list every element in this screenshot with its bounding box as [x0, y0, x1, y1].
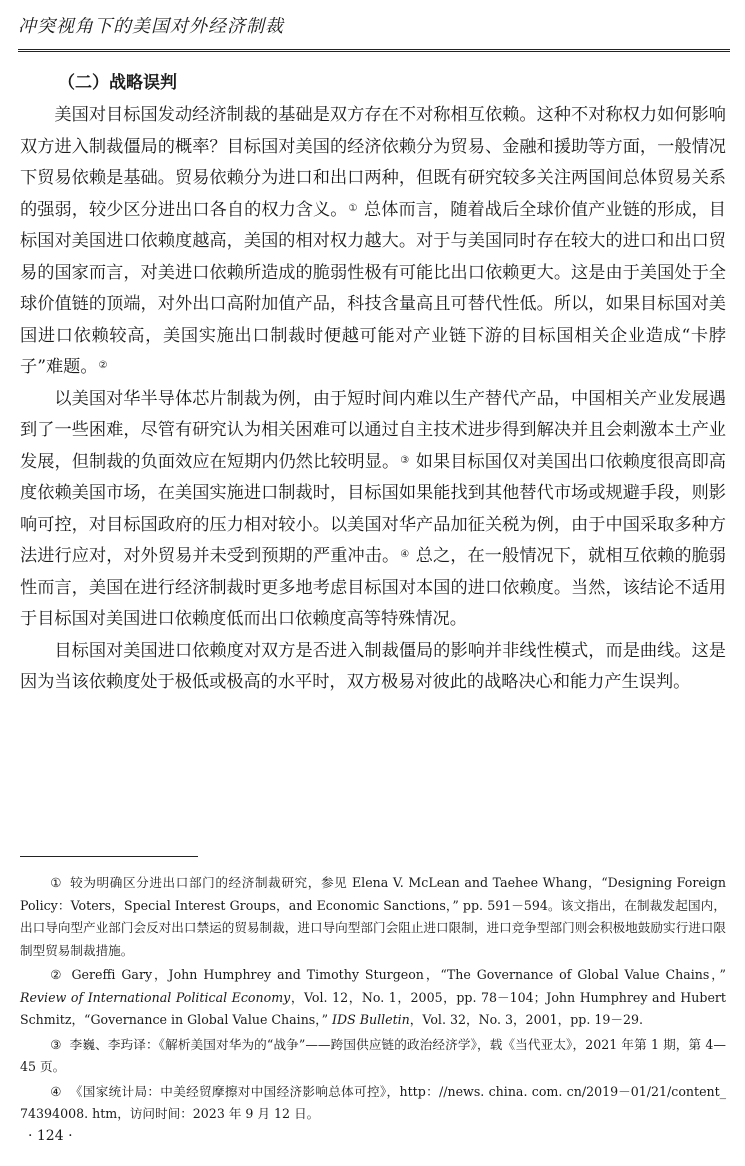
paragraph-text: 如果目标国仅对美国出口依赖度很高即高度依赖美国市场，在美国实施进口制裁时，目标国如果能找到其他替代市场或规避手段，则影响可控，对目标国政府的压力相对较小。以美国对华产品加征关税为例，由于中国采取多种方法进行应对，对外贸易并未受到预期的严重冲击。	[20, 451, 726, 566]
footnote-ref[interactable]: ②	[98, 360, 108, 371]
body-text	[20, 100, 726, 699]
running-header	[18, 14, 730, 52]
section-heading: （二）战略误判	[58, 73, 177, 93]
footnote-ref[interactable]: ④	[400, 549, 410, 560]
footnote-text: Gereffi Gary，John Humphrey and Timothy Sturgeon，“The Governance of Global Value Chains，”	[71, 967, 726, 982]
paragraph	[20, 100, 726, 384]
footnote-text: ，Vol. 32，No. 3，2001，pp. 19－29.	[409, 1012, 643, 1027]
paragraph-text: 以美国对华半导体芯片制裁为例，由于短时间内难以生产替代产品，中国相关产业发展遇到了一些困难，尽管有研究认为相关困难可以通过自主技术进步得到解决并且会刺激本土产业发展，但制裁的负面效应在短期内仍然比较明显。	[20, 388, 726, 472]
running-title: 冲突视角下的美国对外经济制裁	[18, 16, 284, 37]
footnote	[20, 964, 726, 1032]
footnotes	[20, 872, 726, 1128]
footnote-marker: ④	[50, 1083, 62, 1099]
footnote-ref[interactable]: ①	[348, 202, 358, 214]
paragraph-text: 总之，在一般情况下，就相互依赖的脆弱性而言，美国在进行经济制裁时更多地考虑目标国对本国的进口依赖度。当然，该结论不适用于目标国对美国进口依赖度低而出口依赖度高等特殊情况。	[20, 546, 726, 629]
footnote	[20, 1081, 726, 1126]
paragraph-text: 美国对目标国发动经济制裁的基础是双方存在不对称相互依赖。这种不对称权力如何影响双方进入制裁僵局的概率？目标国对美国的经济依赖分为贸易、金融和援助等方面，一般情况下贸易依赖是基础。贸易依赖分为进口和出口两种，但既有研究较多关注两国间总体贸易关系的强弱，较少区分进出口各自的权力含义。	[20, 105, 726, 220]
footnote-text: 《国家统计局：中美经贸摩擦对中国经济影响总体可控》，http：//news. china. com. cn/2019－01/21/content_ 74394008. htm，访问时间：2023 年 9 月 12 日。	[20, 1083, 726, 1121]
footnote-text: 较为明确区分进出口部门的经济制裁研究，参见 Elena V. McLean and Taehee Whang，“Designing Foreign Policy：Voters，Special Interest Groups，and Economic Sanctions，” pp. 591－594。该文指出，在制裁发起国内，出口导向型产业部门会反对出口禁运的贸易制裁，进口导向型部门会阻止进口限制，进口竞争型部门则会积极地鼓励实行进口限制型贸易制裁措施。	[20, 875, 726, 958]
paragraph-text: 总体而言，随着战后全球价值产业链的形成，目标国对美国进口依赖度越高，美国的相对权力越大。对于与美国同时存在较大的进口和出口贸易的国家而言，对美进口依赖所造成的脆弱性极有可能比出口依赖更大。这是由于美国处于全球价值链的顶端，对外出口高附加值产品，科技含量高且可替代性低。所以，如果目标国对美国进口依赖较高，美国实施出口制裁时便越可能对产业链下游的目标国相关企业造成“卡脖子”难题。	[20, 199, 726, 377]
footnote-text: ，Vol. 12，No. 1，2005，pp. 78－104；John Humphrey and Hubert Schmitz，“Governance in Global Value Chains，”	[20, 989, 726, 1027]
footnote-ref[interactable]: ③	[400, 454, 410, 466]
footnote-marker: ①	[50, 875, 63, 890]
page-number: · 124 ·	[28, 1128, 73, 1144]
footnote	[20, 872, 726, 962]
journal-title: Review of International Political Economy	[20, 989, 291, 1005]
footnote-divider	[20, 856, 198, 857]
footnote	[20, 1034, 726, 1079]
footnote-text: 李巍、李玙译：《解析美国对华为的“战争”——跨国供应链的政治经济学》，载《当代亚太》，2021 年第 1 期，第 4—45 页。	[20, 1036, 726, 1074]
journal-title: IDS Bulletin	[332, 1012, 410, 1027]
paragraph	[20, 636, 726, 699]
footnote-marker: ③	[50, 1036, 62, 1052]
footnote-marker: ②	[50, 967, 64, 982]
paragraph-text: 目标国对美国进口依赖度对双方是否进入制裁僵局的影响并非线性模式，而是曲线。这是因为当该依赖度处于极低或极高的水平时，双方极易对彼此的战略决心和能力产生误判。	[20, 640, 726, 692]
paragraph	[20, 384, 726, 636]
